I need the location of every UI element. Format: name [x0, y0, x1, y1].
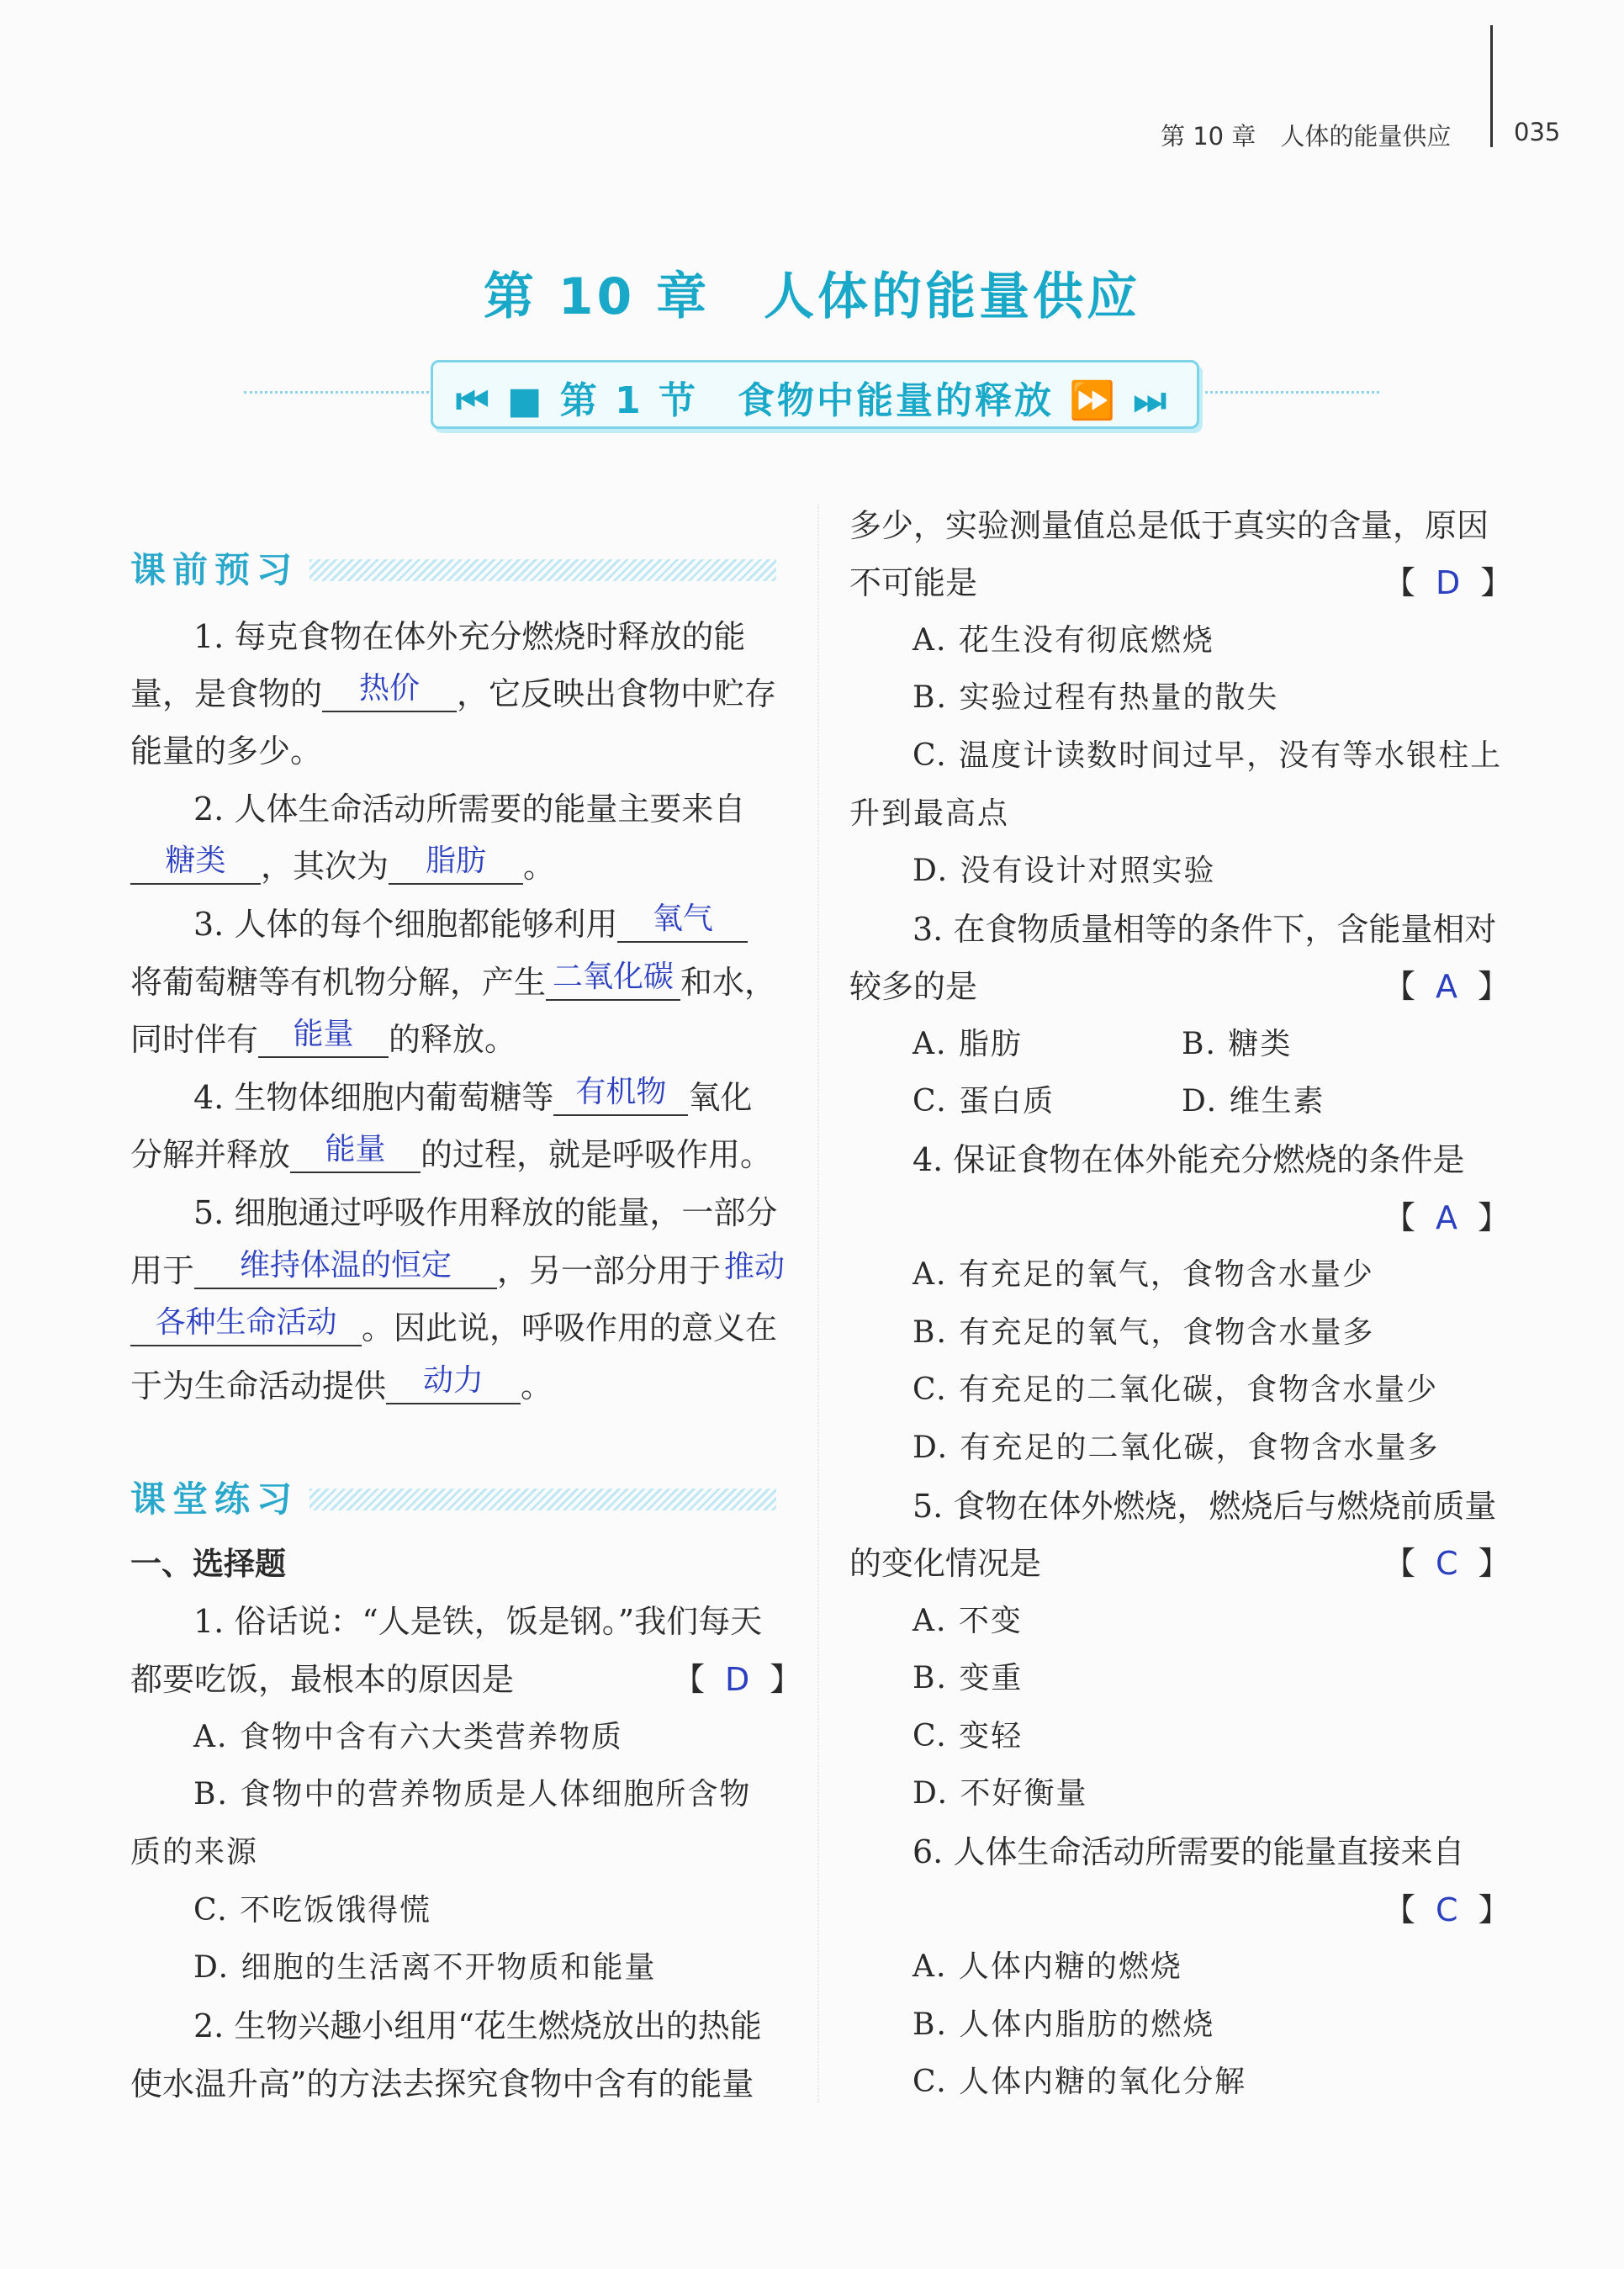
- answer-blank: 能量: [258, 1023, 389, 1058]
- chapter-title: 第 10 章 人体的能量供应: [483, 267, 1141, 326]
- q4-option-d: D. 有充足的二氧化碳，食物含水量多: [913, 1431, 1440, 1465]
- q6-line1: 6. 人体生命活动所需要的能量直接来自: [913, 1833, 1465, 1870]
- in-class-heading: 课堂练习: [130, 1478, 299, 1520]
- page-number: 035: [1514, 118, 1561, 146]
- q2-answer-bracket: 【 D 】: [1383, 564, 1513, 601]
- answer-blank: 各种生命活动: [130, 1311, 362, 1346]
- q1-line1: 1. 俗话说：“人是铁，饭是钢。”我们每天: [193, 1603, 763, 1640]
- answer-blank-continued: 推动: [724, 1250, 786, 1284]
- answer-blank: 能量: [290, 1138, 421, 1173]
- answer-blank: 热价: [322, 677, 457, 712]
- pre-q2-line1: 2. 人体生命活动所需要的能量主要来自: [193, 791, 746, 828]
- section-title: ⏮ ■ 第 1 节 食物中能量的释放 ⏩ ⏭: [455, 379, 1170, 422]
- q1-option-c: C. 不吃饭饿得慌: [193, 1893, 432, 1928]
- pre-q4-line1: 4. 生物体细胞内葡萄糖等 有机物 氧化: [193, 1075, 753, 1116]
- section-subhead-choice: 一、选择题: [130, 1546, 286, 1582]
- q5-line2: 的变化情况是: [849, 1545, 1042, 1582]
- q3-line2: 较多的是: [849, 968, 978, 1005]
- q1-option-d: D. 细胞的生活离不开物质和能量: [193, 1950, 657, 1985]
- pre-q5-line4: 于为生命活动提供 动力 。: [130, 1363, 553, 1404]
- q2-line1: 2. 生物兴趣小组用“花生燃烧放出的热能: [193, 2007, 762, 2044]
- pre-q5-line3: 各种生命活动 。因此说，呼吸作用的意义在: [130, 1309, 777, 1346]
- q3-answer-bracket: 【 A 】: [1383, 968, 1510, 1005]
- heading-stripe: [309, 559, 776, 581]
- q2-option-d: D. 没有设计对照实验: [913, 854, 1216, 888]
- answer-blank: 糖类: [130, 849, 261, 885]
- q5-line1: 5. 食物在体外燃烧，燃烧后与燃烧前质量: [913, 1488, 1497, 1525]
- q6-option-c: C. 人体内糖的氧化分解: [913, 2065, 1247, 2099]
- q6-option-b: B. 人体内脂肪的燃烧: [913, 2007, 1215, 2042]
- q2-line2: 使水温升高”的方法去探究食物中含有的能量: [130, 2065, 754, 2102]
- pre-q4-line2: 分解并释放 能量 的过程，就是呼吸作用。: [130, 1132, 773, 1173]
- q1-answer-bracket: 【 D 】: [673, 1661, 802, 1698]
- q4-option-a: A. 有充足的氧气，食物含水量少: [913, 1257, 1374, 1292]
- q2-option-b: B. 实验过程有热量的散失: [913, 680, 1279, 715]
- q2-option-c: C. 温度计读数时间过早，没有等水银柱上: [913, 738, 1503, 773]
- pre-q3-line2: 将葡萄糖等有机物分解，产生 二氧化碳 和水，: [130, 960, 777, 1001]
- q3-option-a: A. 脂肪: [913, 1027, 1023, 1061]
- q4-option-c: C. 有充足的二氧化碳，食物含水量少: [913, 1373, 1439, 1407]
- q1-line2: 都要吃饭，最根本的原因是: [130, 1661, 515, 1698]
- q2-option-c-cont: 升到最高点: [849, 796, 1010, 831]
- q4-answer-bracket: 【 A 】: [1383, 1199, 1510, 1236]
- running-header-chapter: 第 10 章 人体的能量供应: [1161, 122, 1452, 151]
- header-divider: [1490, 25, 1493, 147]
- q2-option-a: A. 花生没有彻底燃烧: [913, 623, 1214, 658]
- answer-blank: 脂肪: [389, 849, 523, 885]
- q5-option-a: A. 不变: [913, 1604, 1023, 1638]
- pre-q3-line1: 3. 人体的每个细胞都能够利用 氧气: [193, 906, 748, 943]
- q1-option-b-cont: 质的来源: [130, 1835, 259, 1870]
- q4-option-b: B. 有充足的氧气，食物含水量多: [913, 1315, 1375, 1350]
- decor-dash-left: [244, 391, 429, 394]
- answer-blank: 动力: [386, 1369, 521, 1404]
- pre-q2-line2: 糖类 ，其次为 脂肪 。: [130, 848, 555, 885]
- pre-q5-line2: 用于 维持体温的恒定 ，另一部分用于 推动: [130, 1252, 788, 1289]
- q3-option-d: D. 维生素: [1182, 1084, 1325, 1119]
- q6-option-a: A. 人体内糖的燃烧: [913, 1949, 1182, 1984]
- q5-answer-bracket: 【 C 】: [1383, 1545, 1510, 1582]
- q5-option-c: C. 变轻: [913, 1719, 1024, 1753]
- pre-class-heading: 课前预习: [130, 549, 299, 590]
- answer-blank: 有机物: [553, 1081, 688, 1116]
- heading-stripe: [309, 1489, 776, 1510]
- column-divider: [817, 505, 819, 2102]
- q1-option-b: B. 食物中的营养物质是人体细胞所含物: [193, 1777, 752, 1811]
- q1-option-a: A. 食物中含有六大类营养物质: [193, 1720, 623, 1754]
- answer-blank: 二氧化碳: [546, 965, 680, 1001]
- q2-line4: 不可能是: [849, 564, 978, 601]
- pre-q1-line2: 量，是食物的 热价 ，它反映出食物中贮存: [130, 671, 777, 712]
- q5-option-d: D. 不好衡量: [913, 1776, 1088, 1811]
- q4-line1: 4. 保证食物在体外能充分燃烧的条件是: [913, 1141, 1465, 1178]
- answer-blank: 维持体温的恒定: [194, 1254, 497, 1289]
- pre-q1-line3: 能量的多少。: [130, 733, 323, 770]
- q5-option-b: B. 变重: [913, 1661, 1024, 1695]
- q3-option-c: C. 蛋白质: [913, 1084, 1055, 1119]
- pre-q5-line1: 5. 细胞通过呼吸作用释放的能量，一部分: [193, 1194, 778, 1231]
- q3-line1: 3. 在食物质量相等的条件下，含能量相对: [913, 911, 1497, 948]
- decor-dash-right: [1194, 391, 1379, 394]
- pre-q3-line3: 同时伴有 能量 的释放。: [130, 1017, 517, 1058]
- q2-line3: 多少，实验测量值总是低于真实的含量，原因: [849, 507, 1489, 544]
- answer-blank: 氧气: [617, 907, 748, 943]
- q6-answer-bracket: 【 C 】: [1383, 1891, 1510, 1928]
- pre-q1-line1: 1. 每克食物在体外充分燃烧时释放的能: [193, 618, 746, 655]
- q3-option-b: B. 糖类: [1182, 1027, 1293, 1061]
